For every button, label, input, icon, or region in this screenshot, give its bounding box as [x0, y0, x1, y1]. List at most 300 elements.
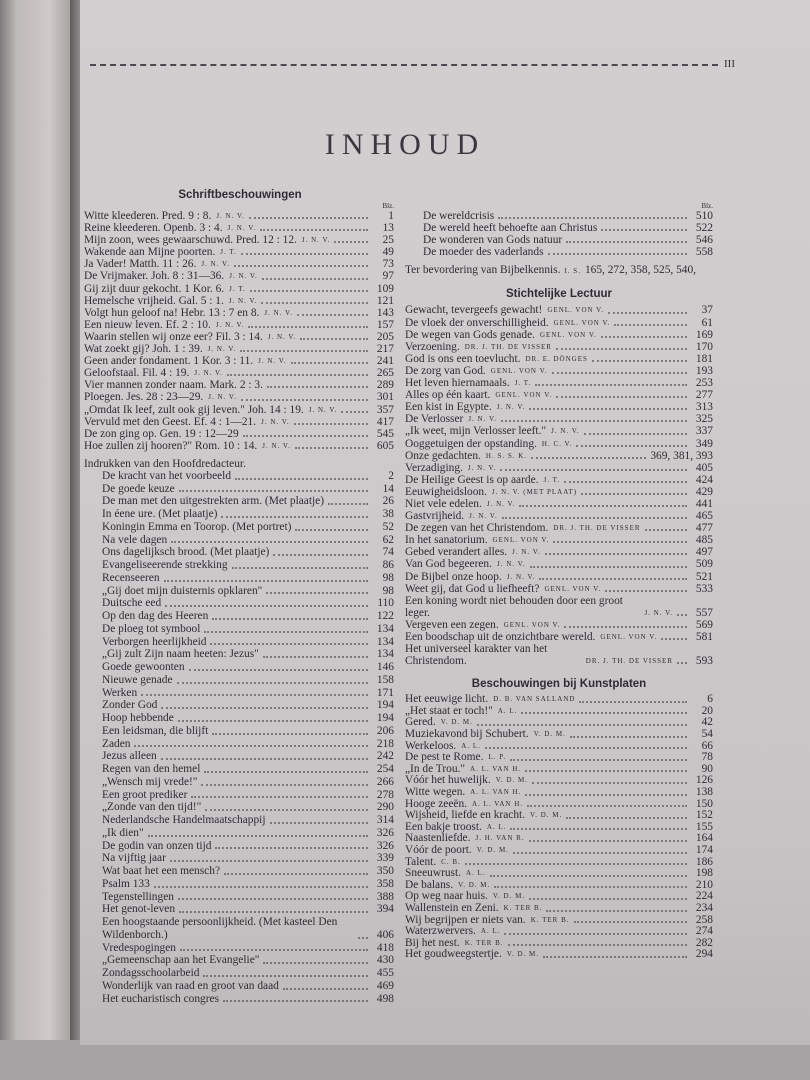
entry-page: 143 — [376, 306, 394, 319]
dot-leader — [605, 590, 687, 592]
entry-author: DR. J. TH. DE VISSER — [553, 524, 641, 533]
entry-page: 78 — [701, 751, 713, 764]
dot-leader — [260, 229, 368, 231]
toc-entry — [405, 317, 713, 329]
entry-page: 424 — [695, 473, 713, 486]
entry-title: Zaden — [102, 737, 131, 750]
entry-author: J. N. V. — [208, 393, 237, 402]
entry-title: Wallenstein en Zeni. — [405, 901, 499, 914]
entry-page: 186 — [695, 855, 713, 868]
entry-page: 241 — [376, 355, 394, 368]
entry-page: 181 — [695, 352, 713, 365]
entry-author: K. TER B. — [464, 938, 504, 947]
dot-leader — [608, 312, 687, 314]
entry-title: Het genot-leven — [102, 903, 176, 916]
entry-title: Van God begeeren. — [405, 558, 492, 571]
entry-page: 86 — [382, 559, 394, 572]
toc-entry — [102, 750, 394, 763]
entry-title: Een hoogstaande persoonlijkheid. (Met kasteel Den Wildenborch.) — [102, 916, 338, 941]
dot-leader — [501, 420, 687, 422]
entry-author: H. S. S. K. — [485, 451, 528, 460]
dot-leader — [295, 529, 368, 531]
toc-entry — [405, 341, 713, 353]
dot-leader — [227, 374, 368, 376]
entry-title: Het universeel karakter van het Christendom. — [405, 643, 548, 668]
entry-page: 146 — [376, 661, 394, 674]
entry-title: De godin van onzen tijd — [102, 839, 212, 852]
entry-title: Ploegen. Jes. 28 : 23—29. — [84, 391, 204, 404]
toc-entry — [84, 343, 394, 355]
toc-entry — [405, 329, 713, 341]
toc-entry — [405, 534, 713, 546]
dot-leader — [261, 302, 368, 304]
dot-leader — [191, 796, 368, 798]
toc-entry — [84, 270, 394, 282]
entry-author: J. N. V. — [512, 548, 541, 557]
entry-page: 265 — [376, 367, 394, 380]
entry-title: Gij zijt duur gekocht. 1 Kor. 6. — [84, 282, 225, 295]
entry-author: J. N. V. — [486, 499, 516, 508]
toc-entry — [84, 404, 394, 416]
dot-leader — [212, 618, 368, 620]
entry-title: Verzadiging. — [405, 461, 463, 474]
dot-leader — [263, 656, 368, 658]
entry-page: 533 — [695, 582, 713, 595]
book-edge-bottom — [0, 1040, 810, 1080]
entry-author: DR. J. TH. DE VISSER — [464, 342, 552, 351]
entry-title: Vóór het huwelijk. — [405, 774, 491, 787]
indrukken-list-continued — [405, 210, 713, 258]
dot-leader — [477, 724, 687, 726]
entry-page: 38 — [382, 508, 394, 521]
toc-entry — [102, 559, 394, 572]
entry-page: 26 — [382, 495, 394, 508]
toc-entry — [102, 840, 394, 853]
toc-entry — [102, 878, 394, 891]
toc-entry — [84, 379, 394, 391]
entry-page: 62 — [382, 533, 394, 546]
entry-page: 242 — [376, 750, 394, 763]
entry-title: Bij het nest. — [405, 936, 460, 949]
toc-entry — [84, 258, 394, 270]
entry-title: Waterzwervers. — [405, 925, 476, 938]
dot-leader — [267, 386, 368, 388]
entry-page: 301 — [376, 391, 394, 404]
entry-title: „In de Trou." — [405, 762, 466, 775]
dot-leader — [532, 782, 687, 784]
dot-leader — [210, 643, 368, 645]
dot-leader — [294, 423, 368, 425]
entry-page: 90 — [701, 762, 713, 775]
entry-title: In het sanatorium. — [405, 534, 488, 547]
entry-title: Ooggetuigen der opstanding. — [405, 437, 537, 450]
entry-page: 357 — [376, 403, 394, 416]
dot-leader — [508, 944, 687, 946]
entry-page: 193 — [695, 364, 713, 377]
entry-author: J. N. V. — [468, 415, 497, 424]
entry-page: 158 — [376, 673, 394, 686]
entry-title: Niet vele edelen. — [405, 497, 482, 510]
entry-title: Een nieuw leven. Ef. 2 : 10. — [84, 318, 211, 331]
dot-leader — [295, 447, 368, 449]
dot-leader — [300, 338, 368, 340]
toc-entry — [405, 583, 713, 595]
entry-title: Op weg naar huis. — [405, 890, 488, 903]
kunstplaten-list — [405, 694, 713, 961]
entry-page: 54 — [701, 728, 713, 741]
entry-author: V. D. M. — [440, 718, 473, 727]
entry-page: 110 — [377, 597, 394, 610]
dot-leader — [566, 817, 687, 819]
entry-author: J. N. V. — [264, 308, 293, 317]
entry-page: 98 — [382, 584, 394, 597]
entry-author: A. L. — [480, 927, 501, 936]
dot-leader — [266, 592, 368, 594]
entry-page: 605 — [376, 439, 394, 452]
entry-page: 155 — [695, 820, 713, 833]
entry-title: Witte wegen. — [405, 786, 466, 799]
entry-page: 441 — [695, 497, 713, 510]
dot-leader — [556, 348, 687, 350]
entry-title: De Bijbel onze hoop. — [405, 570, 502, 583]
entry-title: Evangeliseerende strekking — [102, 559, 228, 572]
entry-title: De moeder des vaderlands — [423, 246, 544, 259]
entry-page: 369, 381, 393 — [650, 449, 713, 462]
entry-title: Naastenliefde. — [405, 832, 471, 845]
entry-title: Een boodschap uit de onzichtbare wereld. — [405, 631, 596, 643]
entry-title: Zonder God — [102, 699, 158, 712]
dot-leader — [592, 360, 687, 362]
toc-entry — [405, 546, 713, 558]
dot-leader — [204, 771, 368, 773]
entry-author: GENL. VON V. — [544, 584, 602, 593]
entry-title: Eeuwigheidsloon. — [405, 485, 487, 498]
entry-page: 465 — [695, 510, 713, 523]
entry-title: Jezus alleen — [102, 750, 157, 763]
entry-page: 581 — [695, 631, 713, 643]
section-heading-schriftbeschouwingen: Schriftbeschouwingen — [178, 189, 302, 201]
toc-entry — [405, 498, 713, 510]
entry-author: J. N. V. — [201, 260, 230, 269]
toc-entry — [405, 522, 713, 534]
toc-entry — [84, 222, 394, 234]
entry-page: 122 — [376, 610, 394, 623]
decorative-rule — [90, 64, 718, 66]
entry-title: Geen ander fondament. 1 Kor. 3 : 11. — [84, 355, 254, 368]
entry-author: J. N. V. — [469, 512, 498, 521]
entry-page: 325 — [695, 413, 713, 426]
toc-entry — [102, 572, 394, 585]
toc-entry — [405, 486, 713, 498]
toc-entry — [405, 571, 713, 583]
entry-title: De balans. — [405, 878, 454, 891]
toc-entry — [102, 712, 394, 725]
entry-page: 6 — [707, 693, 713, 706]
dot-leader — [465, 863, 687, 865]
entry-page: 194 — [376, 712, 394, 725]
dot-leader — [581, 493, 687, 495]
toc-entry — [84, 391, 394, 403]
entry-title: Recenseeren — [102, 571, 160, 584]
toc-entry — [84, 246, 394, 258]
dot-leader — [177, 682, 368, 684]
entry-title: Het leven hiernamaals. — [405, 377, 510, 390]
dot-leader — [510, 759, 687, 761]
toc-entry — [102, 763, 394, 776]
entry-title: Ons dagelijksch brood. (Met plaatje) — [102, 546, 270, 559]
toc-entry — [84, 307, 394, 319]
toc-entry — [102, 687, 394, 700]
entry-page: 234 — [695, 901, 713, 914]
dot-leader — [576, 445, 687, 447]
entry-title: De wonderen van Gods natuur — [423, 234, 563, 247]
dot-leader — [494, 886, 687, 888]
entry-title: Nieuwe genade — [102, 673, 173, 686]
entry-title: Hooge zeeën. — [405, 797, 467, 810]
entry-title: In éene ure. (Met plaatje) — [102, 508, 218, 521]
entry-page: 498 — [376, 992, 394, 1005]
toc-entry — [102, 699, 394, 712]
entry-page: 171 — [376, 686, 394, 699]
entry-title: Het goudweegstertje. — [405, 948, 502, 961]
entry-page: 282 — [695, 936, 713, 949]
entry-page: 277 — [695, 389, 713, 402]
dot-leader — [224, 873, 368, 875]
dot-leader — [584, 433, 687, 435]
entry-page: 109 — [376, 282, 394, 295]
dot-leader — [341, 411, 368, 413]
dot-leader — [566, 241, 687, 243]
toc-entry — [84, 367, 394, 379]
entry-title: De Vrijmaker. Joh. 8 : 31—36. — [84, 270, 225, 283]
entry-title: Vóór de poort. — [405, 844, 472, 856]
entry-page: 485 — [695, 534, 713, 547]
toc-entry — [84, 295, 394, 307]
entry-author: J. N. V. — [506, 572, 536, 581]
toc-entry — [405, 474, 713, 486]
toc-entry — [102, 495, 394, 508]
entry-author: GENL. VON V. — [503, 620, 561, 629]
entry-title: Witte kleederen. Pred. 9 : 8. — [84, 210, 212, 222]
entry-title: Het eucharistisch congres — [102, 992, 220, 1005]
entry-author: V. D. M. — [533, 730, 566, 739]
entry-title: Wat zoekt gij? Joh. 1 : 39. — [84, 343, 203, 356]
entry-page: 2 — [388, 469, 394, 482]
toc-entry — [102, 534, 394, 547]
entry-page: 394 — [376, 903, 394, 916]
dot-leader — [221, 516, 368, 518]
entry-title: Hemelsche vrijheid. Gal. 5 : 1. — [84, 294, 224, 307]
page-number: III — [724, 58, 735, 70]
entry-page: 52 — [382, 520, 394, 533]
entry-page: 289 — [376, 379, 394, 392]
entry-title: Een koning wordt niet behouden door een groot leger. — [405, 594, 623, 619]
entry-page: 430 — [376, 954, 394, 967]
dot-leader — [545, 553, 687, 555]
entry-title: Nederlandsche Handelmaatschappij — [102, 814, 266, 827]
toc-entry — [405, 729, 713, 741]
entry-author: A. L. — [497, 706, 518, 715]
entry-page: 406 — [376, 928, 394, 941]
dot-leader — [601, 229, 687, 231]
entry-author: J. H. VAN R. — [475, 834, 525, 843]
dot-leader — [539, 578, 687, 580]
dot-leader — [513, 852, 687, 854]
dot-leader — [148, 835, 368, 837]
entry-title: De zon ging op. Gen. 19 : 12—29 — [84, 427, 239, 440]
entry-title: De Heilige Geest is op aarde. — [405, 473, 539, 486]
entry-page: 593 — [695, 655, 713, 668]
dot-leader — [529, 840, 687, 842]
entry-title: Weet gij, dat God u liefheeft? — [405, 582, 540, 595]
dot-leader — [334, 241, 368, 243]
entry-title: De man met den uitgestrekten arm. (Met plaatje) — [102, 495, 325, 508]
entry-author: V. D. M. — [506, 950, 539, 959]
entry-title: Muziekavond bij Schubert. — [405, 728, 529, 741]
toc-entry — [102, 636, 394, 649]
entry-author: J. T. — [229, 284, 246, 293]
entry-page: 418 — [376, 941, 394, 954]
entry-title: Gebed verandert alles. — [405, 546, 508, 559]
entry-page: 25 — [382, 234, 394, 247]
toc-entry — [102, 597, 394, 610]
entry-page: 13 — [382, 222, 394, 235]
entry-page: 455 — [376, 967, 394, 980]
entry-page: 266 — [376, 775, 394, 788]
entry-page: 42 — [701, 716, 713, 729]
dot-leader — [677, 662, 687, 664]
entry-author: J. N. V. — [467, 463, 497, 472]
entry-author: J. N. V. — [194, 369, 223, 378]
entry-title: Een leidsman, die blijft — [102, 724, 209, 737]
entry-author: GENL. VON V. — [492, 536, 550, 545]
entry-page: 169 — [695, 328, 713, 341]
dot-leader — [171, 541, 368, 543]
toc-entry — [405, 845, 713, 857]
entry-author: J. N. V. — [551, 427, 580, 436]
entry-page: 20 — [701, 704, 713, 717]
entry-title: De Verlosser — [405, 413, 464, 426]
toc-entry — [405, 595, 713, 619]
toc-entry — [405, 510, 713, 522]
entry-title: Geloofstaal. Fil. 4 : 19. — [84, 367, 190, 380]
dot-leader — [243, 435, 368, 437]
dot-leader — [564, 626, 687, 628]
dot-leader — [241, 253, 368, 255]
toc-entry — [405, 643, 713, 667]
entry-page: 164 — [695, 832, 713, 845]
dot-leader — [154, 886, 368, 888]
toc-entry — [405, 706, 713, 718]
entry-author: J. N. V. — [308, 405, 338, 414]
dot-leader — [552, 372, 687, 374]
entry-title: Vier mannen zonder naam. Mark. 2 : 3. — [84, 379, 263, 392]
toc-entry — [423, 222, 713, 234]
entry-pages: 165, 272, 358, 525, 540, — [584, 264, 697, 277]
entry-author: J. T. — [220, 248, 237, 257]
dot-leader — [134, 745, 368, 747]
entry-author: V. D. M. — [492, 892, 526, 901]
entry-page: 218 — [376, 737, 394, 750]
entry-author: J. N. V. — [228, 296, 258, 305]
entry-page: 217 — [376, 343, 394, 356]
entry-title: Mijn zoon, wees gewaarschuwd. Pred. 12 : 12. — [84, 234, 297, 247]
entry-page: 97 — [382, 270, 394, 283]
entry-page: 73 — [382, 258, 394, 271]
entry-author: I. S. — [564, 267, 581, 276]
entry-title: Hoe zullen zij hooren?" Rom. 10 : 14. — [84, 439, 258, 452]
section-heading-kunstplaten: Beschouwingen bij Kunstplaten — [471, 678, 647, 691]
entry-page: 358 — [376, 877, 394, 890]
entry-page: 157 — [376, 318, 394, 331]
dot-leader — [240, 350, 368, 352]
dot-leader — [235, 478, 368, 480]
entry-page: 522 — [695, 222, 713, 235]
entry-title: De zorg van God. — [405, 364, 486, 377]
entry-title: „Gemeenschap aan het Evangelie" — [102, 954, 260, 967]
toc-entry — [405, 926, 713, 938]
entry-title: Alles op één kaart. — [405, 389, 491, 402]
toc-entry — [102, 648, 394, 661]
page-title: INHOUD — [324, 128, 486, 161]
entry-author: GENL. VON V. — [600, 633, 658, 641]
entry-page: 405 — [695, 461, 713, 474]
toc-entry — [102, 738, 394, 751]
toc-entry — [423, 234, 713, 246]
indrukken-list — [84, 470, 394, 1006]
dot-leader — [527, 805, 687, 807]
entry-page: 313 — [695, 401, 713, 414]
entry-title: „Ik weet, mijn Verlosser leeft." — [405, 425, 547, 438]
toc-entry — [102, 967, 394, 980]
entry-title: Psalm 133 — [102, 877, 150, 890]
entry-title: „Gij doet mijn duisternis opklaren" — [102, 584, 263, 597]
entry-author: V. D. M. — [458, 880, 491, 889]
entry-title: Koningin Emma en Toorop. (Met portret) — [102, 520, 292, 533]
entry-author: J. N. V. — [644, 608, 673, 617]
entry-page: 134 — [376, 635, 394, 648]
entry-author: A. L. — [466, 869, 486, 878]
entry-title: Werkeloos. — [405, 739, 457, 752]
entry-title: Waarin stellen wij onze eer? Fil. 3 : 14. — [84, 330, 263, 343]
dot-leader — [249, 217, 368, 219]
entry-author: GENL. VON V. — [495, 391, 553, 400]
entry-page: 569 — [695, 618, 713, 631]
dot-leader — [262, 278, 368, 280]
dot-leader — [529, 408, 687, 410]
toc-entry — [102, 942, 394, 955]
entry-author: A. L. — [461, 741, 481, 750]
entry-author: J. N. V. — [496, 403, 526, 412]
dot-leader — [250, 290, 368, 292]
entry-page: 429 — [695, 485, 713, 498]
entry-title: Ter bevordering van Bijbelkennis. — [405, 264, 561, 277]
entry-page: 134 — [376, 622, 394, 635]
entry-author: V. D. M. — [495, 776, 528, 785]
entry-title: Wakende aan Mijne poorten. — [84, 246, 216, 259]
entry-author: J. N. V. (MET PLAAT) — [491, 487, 578, 496]
toc-entry — [102, 827, 394, 840]
entry-page: 290 — [376, 801, 394, 814]
toc-entry — [405, 425, 713, 437]
dot-leader — [328, 503, 368, 505]
toc-entry — [102, 814, 394, 827]
entry-author: H. C. V. — [541, 439, 573, 448]
entry-page: 546 — [695, 234, 713, 247]
dot-leader — [180, 949, 368, 951]
entry-title: De zegen van het Christendom. — [405, 522, 549, 535]
dot-leader — [215, 847, 368, 849]
